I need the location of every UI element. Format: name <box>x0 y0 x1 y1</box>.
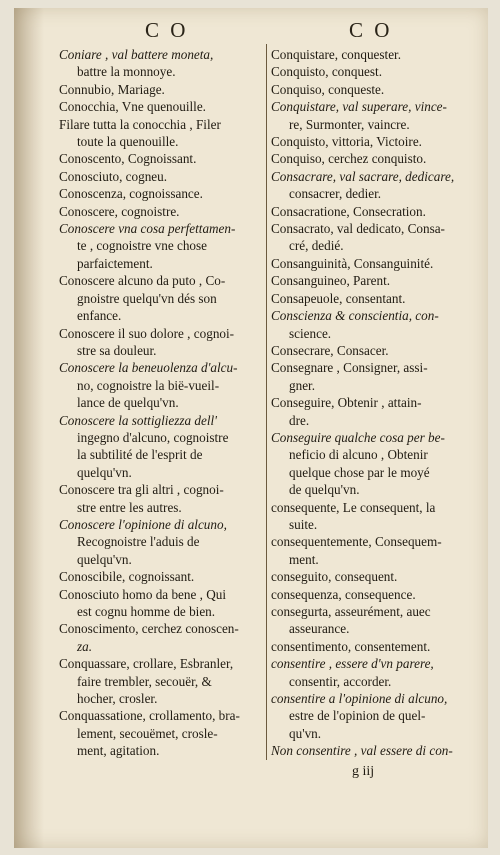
dictionary-entry <box>271 307 471 342</box>
dictionary-entry <box>59 203 265 220</box>
entry-line: dre. <box>289 412 310 428</box>
entry-line: consequente, Le consequent, la <box>271 499 436 515</box>
entry-line: gnoistre quelqu'vn dés son <box>77 290 217 306</box>
entry-line: consegurta, asseurément, auec <box>271 604 431 619</box>
entry-line: faire trembler, secouër, & <box>77 673 212 689</box>
running-head-right: C O <box>349 18 393 42</box>
left-column <box>59 46 265 760</box>
dictionary-entry <box>271 290 471 307</box>
dictionary-entry <box>271 98 471 133</box>
entry-line: enfance. <box>77 308 122 324</box>
entry-line: Conoscere il suo dolore , cognoi- <box>59 325 235 341</box>
entry-line: consacrer, dedier. <box>289 186 382 202</box>
dictionary-entry <box>271 568 471 585</box>
entry-line: science. <box>289 325 332 341</box>
entry-line: Conoscimento, cerchez conoscen- <box>59 621 239 637</box>
book-page <box>14 8 488 848</box>
entry-line: Conoscere l'opinione di alcuno, <box>59 516 227 532</box>
entry-line: Conoscibile, cognoissant. <box>59 569 195 585</box>
entry-line: Conoscere vna cosa perfettamen- <box>59 221 236 237</box>
dictionary-entry <box>59 325 265 360</box>
entry-line: Conquistare, val superare, vince- <box>271 99 447 115</box>
entry-line: lement, secouëmet, crosle- <box>77 725 218 741</box>
dictionary-entry <box>59 707 265 759</box>
entry-line: consequentemente, Consequem- <box>271 534 442 550</box>
dictionary-entry <box>271 742 471 759</box>
dictionary-entry <box>271 46 471 63</box>
dictionary-entry <box>59 516 265 568</box>
column-divider <box>266 44 267 760</box>
entry-line: toute la quenouille. <box>77 134 179 150</box>
dictionary-entry <box>271 220 471 255</box>
entry-line: consequenza, consequence. <box>271 586 416 602</box>
entry-line: Consacrato, val dedicato, Consa- <box>271 221 445 237</box>
dictionary-entry <box>271 272 471 289</box>
dictionary-entry <box>59 568 265 585</box>
dictionary-entry <box>59 46 265 81</box>
entry-line: neficio di alcuno , Obtenir <box>289 447 428 463</box>
dictionary-entry <box>59 412 265 482</box>
entry-line: Consacratione, Consecration. <box>271 203 426 219</box>
dictionary-entry <box>271 603 471 638</box>
entry-line: stre entre les autres. <box>77 499 182 515</box>
entry-line: Conquassatione, crollamento, bra- <box>59 708 240 724</box>
dictionary-entry <box>271 133 471 150</box>
entry-line: Conoscere, cognoistre. <box>59 203 180 219</box>
entry-line: Recognoistre l'aduis de <box>77 534 200 550</box>
dictionary-entry <box>271 168 471 203</box>
entry-line: re, Surmonter, vaincre. <box>289 116 410 132</box>
entry-line: Conseguire qualche cosa per be- <box>271 429 445 445</box>
dictionary-entry <box>59 481 265 516</box>
gutter-shadow <box>14 8 44 848</box>
dictionary-entry <box>59 272 265 324</box>
entry-line: Conosciuto homo da bene , Qui <box>59 586 227 602</box>
entry-line: Conoscere tra gli altri , cognoi- <box>59 482 224 498</box>
entry-line: Conquisto, vittoria, Victoire. <box>271 134 422 150</box>
entry-line: consentire , essere d'vn parere, <box>271 656 434 672</box>
dictionary-entry <box>59 81 265 98</box>
entry-line: quelqu'vn. <box>77 551 132 567</box>
entry-line: stre sa douleur. <box>77 342 157 358</box>
entry-line: qu'vn. <box>289 725 322 741</box>
entry-line: Consecrare, Consacer. <box>271 342 389 358</box>
entry-line: cré, dedié. <box>289 238 344 254</box>
dictionary-entry <box>271 655 471 690</box>
dictionary-entry <box>271 533 471 568</box>
entry-line: za. <box>77 638 93 654</box>
entry-line: Conquisto, conquest. <box>271 64 382 80</box>
entry-line: Conocchia, Vne quenouille. <box>59 99 206 115</box>
entry-line: suite. <box>289 516 318 532</box>
entry-line: Conoscere la sottigliezza dell' <box>59 412 218 428</box>
entry-line: Conoscenza, cognoissance. <box>59 186 203 202</box>
dictionary-entry <box>271 359 471 394</box>
dictionary-entry <box>271 394 471 429</box>
entry-line: Consapeuole, consentant. <box>271 290 406 306</box>
entry-line: de quelqu'vn. <box>289 482 360 498</box>
entry-line: Consegnare , Consigner, assi- <box>271 360 428 376</box>
entry-line: ment. <box>289 551 319 567</box>
entry-line: lance de quelqu'vn. <box>77 395 179 411</box>
dictionary-entry <box>271 255 471 272</box>
dictionary-entry <box>59 220 265 272</box>
entry-line: Filare tutta la conocchia , Filer <box>59 116 221 132</box>
entry-line: Conosciuto, cogneu. <box>59 168 168 184</box>
signature-mark: g iij <box>352 764 375 779</box>
entry-line: Conquistare, conquester. <box>271 47 402 62</box>
dictionary-entry <box>271 429 471 499</box>
entry-line: ment, agitation. <box>77 743 160 759</box>
entry-line: est cognu homme de bien. <box>77 604 216 619</box>
dictionary-entry <box>271 203 471 220</box>
dictionary-entry <box>271 63 471 80</box>
dictionary-entry <box>59 586 265 621</box>
dictionary-entry <box>271 638 471 655</box>
entry-line: conseguito, consequent. <box>271 569 398 585</box>
dictionary-entry <box>59 655 265 707</box>
entry-line: te , cognoistre vne chose <box>77 238 208 254</box>
entry-line: no, cognoistre la bië-vueil- <box>77 377 220 393</box>
entry-line: Coniare , val battere moneta, <box>59 47 214 62</box>
entry-line: Consacrare, val sacrare, dedicare, <box>271 168 455 184</box>
dictionary-entry <box>59 116 265 151</box>
entry-line: Consanguinità, Consanguinité. <box>271 255 434 271</box>
dictionary-entry <box>271 150 471 167</box>
dictionary-entry <box>59 98 265 115</box>
dictionary-entry <box>59 168 265 185</box>
dictionary-entry <box>59 620 265 655</box>
entry-line: Conseguire, Obtenir , attain- <box>271 395 422 411</box>
entry-line: estre de l'opinion de quel- <box>289 708 426 724</box>
entry-line: Conquiso, cerchez conquisto. <box>271 151 427 167</box>
dictionary-entry <box>271 81 471 98</box>
entry-line: Conoscere alcuno da puto , Co- <box>59 273 226 289</box>
entry-line: la subtilité de l'esprit de <box>77 447 203 463</box>
dictionary-entry <box>271 690 471 742</box>
dictionary-entry <box>271 499 471 534</box>
entry-line: Non consentire , val essere di con- <box>271 743 453 759</box>
entry-line: Conquiso, conqueste. <box>271 81 385 97</box>
entry-line: asseurance. <box>289 621 350 637</box>
entry-line: consentimento, consentement. <box>271 638 431 654</box>
entry-line: Conscienza & conscientia, con- <box>271 308 439 324</box>
entry-line: consentir, accorder. <box>289 673 392 689</box>
entry-line: Connubio, Mariage. <box>59 81 165 97</box>
entry-line: gner. <box>289 377 316 393</box>
running-head-left: C O <box>145 18 189 42</box>
dictionary-entry <box>271 342 471 359</box>
dictionary-entry <box>59 185 265 202</box>
entry-line: hocher, crosler. <box>77 691 158 707</box>
dictionary-entry <box>59 359 265 411</box>
entry-line: Conoscento, Cognoissant. <box>59 151 197 167</box>
entry-line: consentire a l'opinione di alcuno, <box>271 691 448 707</box>
entry-line: quelque chose par le moyé <box>289 464 430 480</box>
entry-line: Consanguineo, Parent. <box>271 273 391 289</box>
right-column <box>271 46 471 760</box>
dictionary-entry <box>59 150 265 167</box>
entry-line: battre la monnoye. <box>77 64 176 80</box>
dictionary-entry <box>271 586 471 603</box>
entry-line: quelqu'vn. <box>77 464 132 480</box>
entry-line: ingegno d'alcuno, cognoistre <box>77 429 229 445</box>
entry-line: Conoscere la beneuolenza d'alcu- <box>59 360 238 376</box>
entry-line: parfaictement. <box>77 255 153 271</box>
entry-line: Conquassare, crollare, Esbranler, <box>59 656 234 672</box>
